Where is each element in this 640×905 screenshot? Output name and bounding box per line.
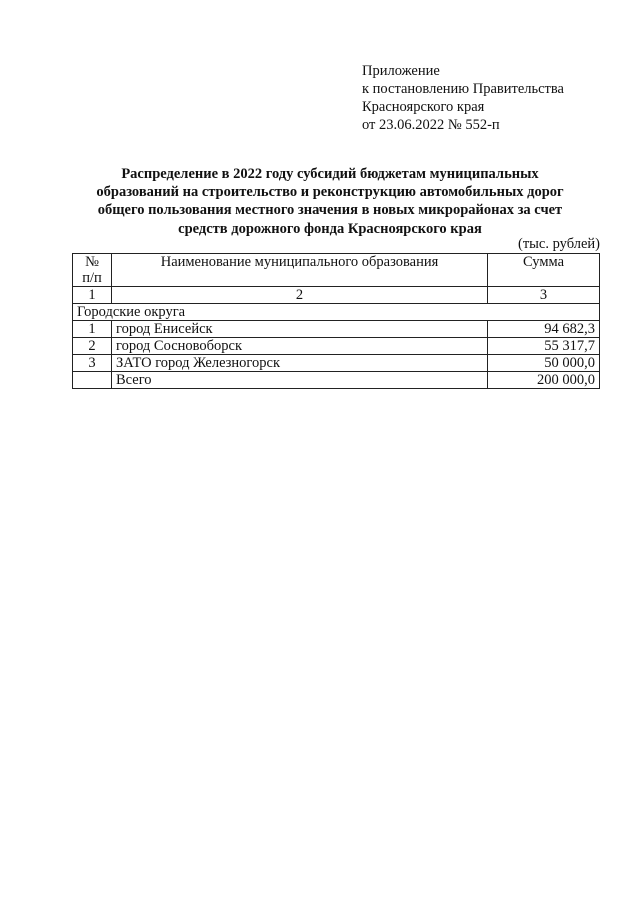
total-sum: 200 000,0 xyxy=(488,372,600,389)
title-line: общего пользования местного значения в новых микрорайонах за счет xyxy=(97,202,563,219)
table-row xyxy=(73,321,600,338)
appendix-line: к постановлению Правительства xyxy=(362,81,564,97)
header-sum-cell: Сумма xyxy=(488,254,600,287)
table-row xyxy=(73,355,600,372)
total-label: Всего xyxy=(112,372,488,389)
group-row xyxy=(73,304,600,321)
column-number-row xyxy=(73,287,600,304)
total-number xyxy=(73,372,112,389)
table-header-row xyxy=(73,254,600,287)
column-number-cell: 2 xyxy=(112,287,488,304)
table-row xyxy=(73,338,600,355)
document-title xyxy=(60,165,600,238)
row-municipality: город Енисейск xyxy=(112,321,488,338)
title-line: средств дорожного фонда Красноярского края xyxy=(178,220,482,237)
column-number-cell: 1 xyxy=(73,287,112,304)
header-name-cell: Наименование муниципального образования xyxy=(112,254,488,287)
appendix-header xyxy=(362,62,564,134)
row-sum: 50 000,0 xyxy=(488,355,600,372)
row-sum: 55 317,7 xyxy=(488,338,600,355)
group-label: Городские округа xyxy=(73,304,600,321)
subsidy-table xyxy=(72,253,600,389)
row-municipality: ЗАТО город Железногорск xyxy=(112,355,488,372)
header-num-abbrev: п/п xyxy=(82,270,102,286)
title-line: образований на строительство и реконструкцию автомобильных дорог xyxy=(96,184,564,201)
appendix-date-number: от 23.06.2022 № 552-п xyxy=(362,117,500,133)
column-number-cell: 3 xyxy=(488,287,600,304)
header-num-symbol: № xyxy=(85,254,99,270)
header-num-cell xyxy=(73,254,112,287)
units-label: (тыс. рублей) xyxy=(518,236,600,252)
row-number: 1 xyxy=(73,321,112,338)
row-number: 2 xyxy=(73,338,112,355)
total-row xyxy=(73,372,600,389)
row-municipality: город Сосновоборск xyxy=(112,338,488,355)
title-line: Распределение в 2022 году субсидий бюджетам муниципальных xyxy=(121,166,539,182)
appendix-line: Приложение xyxy=(362,63,440,79)
row-sum: 94 682,3 xyxy=(488,321,600,338)
appendix-line: Красноярского края xyxy=(362,99,485,115)
row-number: 3 xyxy=(73,355,112,372)
